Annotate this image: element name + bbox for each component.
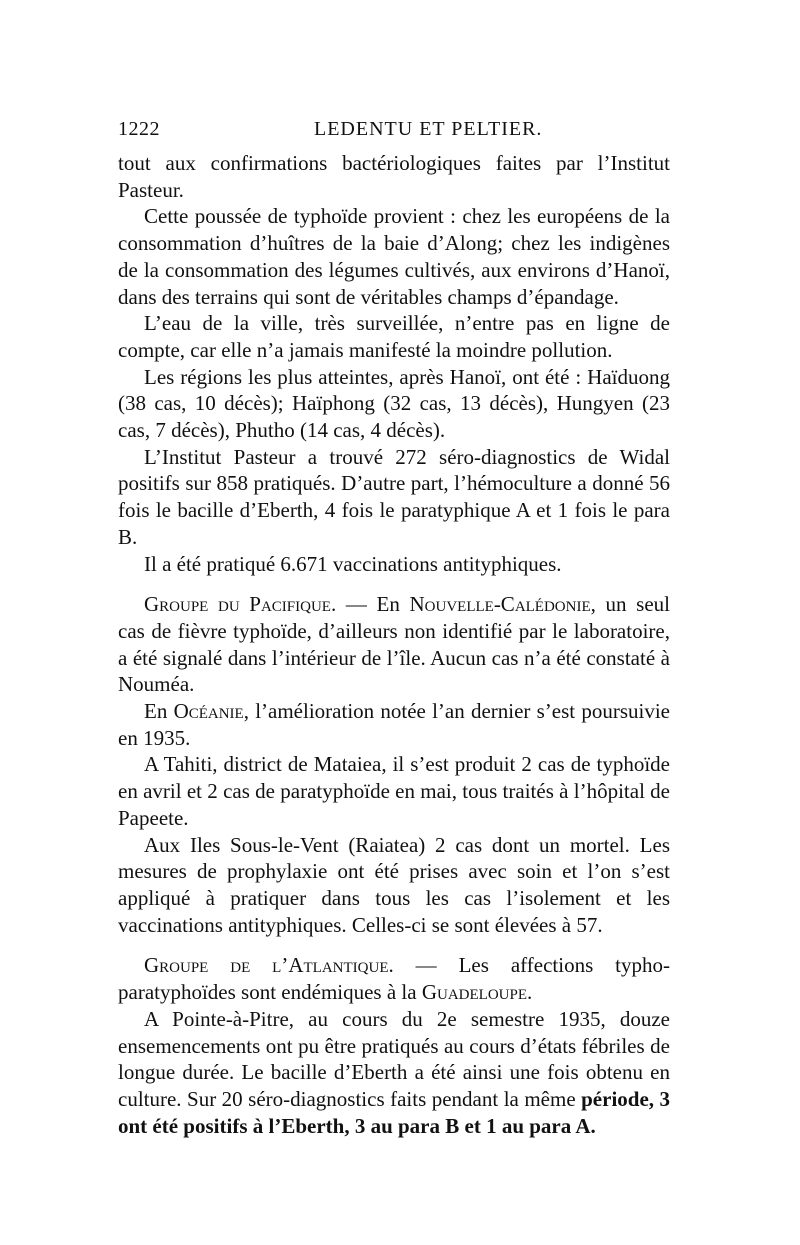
section-heading: Groupe de l’Atlantique. [144,953,394,978]
paragraph [118,364,670,444]
paragraph [118,203,670,310]
paragraph-text: A Tahiti, district de Mataiea, il s’est produit 2 cas de typhoïde en avril et 2 cas de paratyphoïde en mai, tous traités à l’hôpital de Papeete. [118,752,670,830]
section-paragraph [118,952,670,1005]
paragraph-text: — En [336,592,410,617]
page-number: 1222 [118,118,160,140]
paragraph [118,1006,670,1140]
paragraph-text: — Les affections typho-paratyphoïdes sont endémiques à la [118,953,670,1005]
paragraph [118,698,670,751]
paragraph-text: L’Institut Pasteur a trouvé 272 séro-diagnostics de Widal positifs sur 858 pratiqués. D’autre part, l’hémoculture a donné 56 fois le bacille d’Eberth, 4 fois le paratyphique A et 1 fois le para B. [118,444,670,549]
paragraph [118,444,670,551]
paragraph-text: En [144,699,174,724]
paragraph-text: L’eau de la ville, très surveillée, n’entre pas en ligne de compte, car elle n’a jamais manifesté la moindre pollution. [118,311,670,362]
paragraph-text: Aux Iles Sous-le-Vent (Raiatea) 2 cas dont un mortel. Les mesures de prophylaxie ont été prises avec soin et l’on s’est appliqué à pratiquer dans tous les cas l’isolement et les vaccinations antityphiques. Celles-ci se sont élevées à 57. [118,832,670,937]
paragraph [118,751,670,831]
paragraph-text: tout aux confirmations bactériologiques faites par l’Institut Pasteur. [118,151,670,202]
section-heading: Groupe du Pacifique. [144,592,337,617]
paragraph-text: Il a été pratiqué 6.671 vaccinations antityphiques. [144,551,562,576]
body-text [118,150,670,1139]
paragraph-text: . [527,980,533,1005]
paragraph-text: A Pointe-à-Pitre, au cours du 2e semestre 1935, douze ensemencements ont pu être pratiqués au cours d’états fébriles de longue durée. Le bacille d’Eberth a été ainsi une fois obtenu en culture. Sur 20 séro-diagnostics faits pendant la même [118,1006,670,1111]
paragraph-text: Cette poussée de typhoïde provient : chez les européens de la consommation d’huîtres de la baie d’Along; chez les indigènes de la consommation des légumes cultivés, aux environs d’Hanoï, dans des terrains qui sont de véritables champs d’épandage. [118,204,670,309]
place-name: Guadeloupe [421,980,528,1005]
paragraph-text: Les régions les plus atteintes, après Hanoï, ont été : Haïduong (38 cas, 10 décès); Haïphong (32 cas, 13 décès), Hungyen (23 cas, 7 décès), Phutho (14 cas, 4 décès). [118,364,670,443]
bold-text: période, 3 ont été positifs à l’Eberth, 3 au para B et 1 au para A. [118,1086,671,1138]
paragraph [118,150,670,203]
section-paragraph [118,591,670,698]
paragraph [118,310,670,363]
place-name: Océanie [173,699,244,724]
running-head [118,118,670,144]
running-title: LEDENTU ET PELTIER. [314,118,543,140]
paragraph-text: , un seul cas de fièvre typhoïde, d’ailleurs non identifié par le laboratoire, a été signalé dans l’intérieur de l’île. Aucun cas n’a été constaté à Nouméa. [118,592,671,697]
place-name: Nouvelle-Calédonie [409,592,591,617]
paragraph-text: , l’amélioration notée l’an dernier s’est poursuivie en 1935. [118,699,670,750]
paragraph [118,832,670,939]
paragraph [118,551,670,578]
